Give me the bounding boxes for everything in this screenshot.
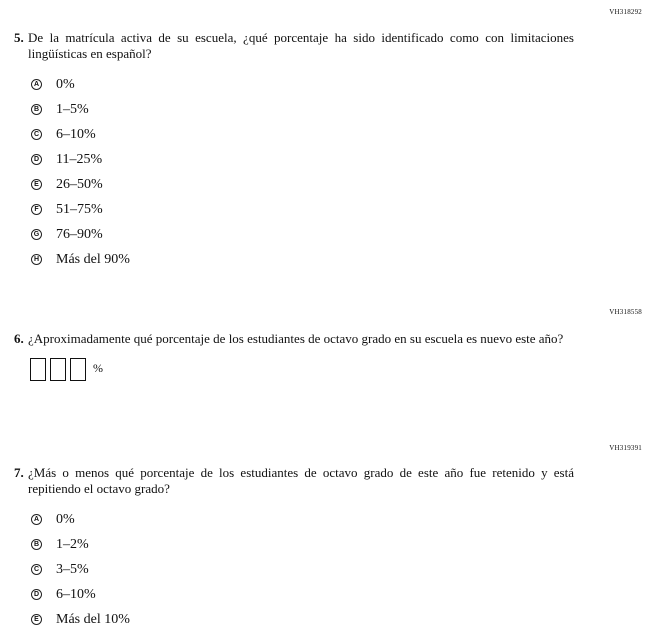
question-5 — [14, 30, 574, 272]
answer-option[interactable] — [31, 532, 574, 557]
answer-options — [31, 507, 574, 632]
answer-label: 3–5% — [56, 561, 89, 577]
question-number: 6. — [14, 331, 24, 346]
answer-bubble[interactable]: D — [31, 154, 42, 165]
question-code: VH319391 — [609, 444, 642, 452]
answer-bubble[interactable]: E — [31, 614, 42, 625]
question-number: 5. — [14, 30, 24, 45]
answer-label: 6–10% — [56, 586, 96, 602]
answer-label: 0% — [56, 511, 75, 527]
answer-option[interactable] — [31, 97, 574, 122]
answer-option[interactable] — [31, 582, 574, 607]
answer-label: 1–2% — [56, 536, 89, 552]
answer-bubble[interactable]: A — [31, 79, 42, 90]
digit-box-3[interactable] — [70, 358, 86, 381]
question-number: 7. — [14, 465, 24, 480]
question-text: ¿Aproximadamente qué porcentaje de los estudiantes de octavo grado en su escuela es nuevo este año? — [28, 331, 564, 346]
percent-unit: % — [93, 361, 103, 375]
digit-box-1[interactable] — [30, 358, 46, 381]
answer-bubble[interactable]: D — [31, 589, 42, 600]
answer-label: Más del 90% — [56, 251, 130, 267]
percentage-entry — [30, 358, 574, 381]
answer-option[interactable] — [31, 172, 574, 197]
question-text: De la matrícula activa de su escuela, ¿qué porcentaje ha sido identificado como con limitaciones lingüísticas en español? — [28, 30, 574, 61]
answer-label: 1–5% — [56, 101, 89, 117]
question-6 — [14, 331, 574, 381]
answer-option[interactable] — [31, 222, 574, 247]
answer-options — [31, 72, 574, 272]
answer-option[interactable] — [31, 607, 574, 632]
digit-box-2[interactable] — [50, 358, 66, 381]
answer-label: 26–50% — [56, 176, 103, 192]
question-code: VH318558 — [609, 308, 642, 316]
answer-bubble[interactable]: B — [31, 104, 42, 115]
answer-bubble[interactable]: G — [31, 229, 42, 240]
answer-label: 76–90% — [56, 226, 103, 242]
answer-label: 6–10% — [56, 126, 96, 142]
question-7 — [14, 465, 574, 632]
answer-option[interactable] — [31, 507, 574, 532]
answer-bubble[interactable]: B — [31, 539, 42, 550]
answer-label: 11–25% — [56, 151, 103, 167]
answer-bubble[interactable]: C — [31, 129, 42, 140]
answer-label: 0% — [56, 76, 75, 92]
answer-option[interactable] — [31, 122, 574, 147]
question-text: ¿Más o menos qué porcentaje de los estudiantes de octavo grado de este año fue retenido y está repitiendo el octavo grado? — [28, 465, 574, 496]
answer-label: Más del 10% — [56, 611, 130, 627]
answer-option[interactable] — [31, 247, 574, 272]
answer-option[interactable] — [31, 72, 574, 97]
answer-bubble[interactable]: C — [31, 564, 42, 575]
answer-option[interactable] — [31, 557, 574, 582]
answer-label: 51–75% — [56, 201, 103, 217]
answer-bubble[interactable]: E — [31, 179, 42, 190]
answer-option[interactable] — [31, 147, 574, 172]
answer-bubble[interactable]: A — [31, 514, 42, 525]
answer-option[interactable] — [31, 197, 574, 222]
question-code: VH318292 — [609, 8, 642, 16]
answer-bubble[interactable]: F — [31, 204, 42, 215]
answer-bubble[interactable]: H — [31, 254, 42, 265]
